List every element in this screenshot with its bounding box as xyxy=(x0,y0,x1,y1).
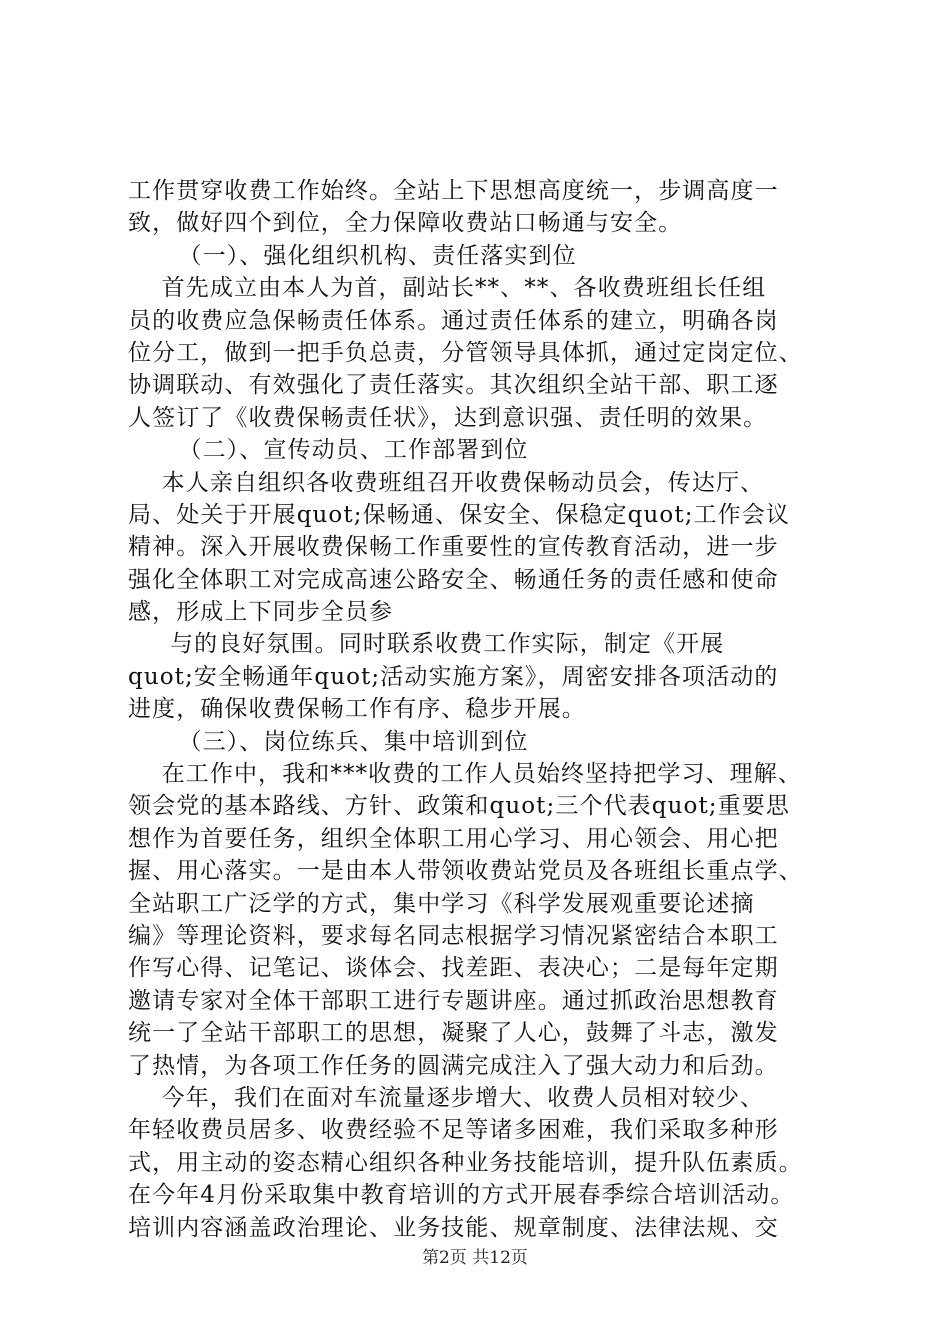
text-line: 协调联动、有效强化了责任落实。其次组织全站干部、职工逐 xyxy=(128,372,779,399)
text-line: quot;安全畅通年quot;活动实施方案》，周密安排各项活动的 xyxy=(128,663,779,690)
text-line: 员的收费应急保畅责任体系。通过责任体系的建立，明确各岗 xyxy=(128,307,779,334)
text-line: （二）、宣传动员、工作部署到位 xyxy=(128,437,529,464)
text-line: 式，用主动的姿态精心组织各种业务技能培训，提升队伍素质。 xyxy=(128,1149,803,1176)
document-body xyxy=(128,175,828,1244)
text-line: 握、用心落实。一是由本人带领收费站党员及各班组长重点学、 xyxy=(128,858,803,885)
text-line: 邀请专家对全体干部职工进行专题讲座。通过抓政治思想教育 xyxy=(128,987,779,1014)
text-line: 统一了全站干部职工的思想，凝聚了人心，鼓舞了斗志，激发 xyxy=(128,1020,779,1047)
text-line: 强化全体职工对完成高速公路安全、畅通任务的责任感和使命 xyxy=(128,566,779,593)
text-line: 本人亲自组织各收费班组召开收费保畅动员会，传达厅、 xyxy=(128,469,765,496)
page-number-footer: 第2页 共12页 xyxy=(422,1248,528,1268)
text-line: 首先成立由本人为首，副站长**、**、各收费班组长任组 xyxy=(128,275,767,302)
text-line: 人签订了《收费保畅责任状》，达到意识强、责任明的效果。 xyxy=(128,404,768,431)
text-line: 全站职工广泛学的方式，集中学习《科学发展观重要论述摘 xyxy=(128,890,755,917)
text-line: 进度，确保收费保畅工作有序、稳步开展。 xyxy=(128,696,586,723)
text-line: 致，做好四个到位，全力保障收费站口畅通与安全。 xyxy=(128,210,683,237)
text-line: 局、处关于开展quot;保畅通、保安全、保稳定quot;工作会议 xyxy=(128,501,790,528)
text-line: 感，形成上下同步全员参 xyxy=(128,599,394,626)
text-line: 作写心得、记笔记、谈体会、找差距、表决心；二是每年定期 xyxy=(128,955,779,982)
text-line: 年轻收费员居多、收费经验不足等诸多困难，我们采取多种形 xyxy=(128,1117,779,1144)
text-line: 了热情，为各项工作任务的圆满完成注入了强大动力和后劲。 xyxy=(128,1052,779,1079)
text-line: 位分工，做到一把手负总责，分管领导具体抓，通过定岗定位、 xyxy=(128,339,803,366)
text-line: 编》等理论资料，要求每名同志根据学习情况紧密结合本职工 xyxy=(128,922,779,949)
text-line: （三）、岗位练兵、集中培训到位 xyxy=(128,728,529,755)
text-line: 想作为首要任务，组织全体职工用心学习、用心领会、用心把 xyxy=(128,825,779,852)
text-line: 精神。深入开展收费保畅工作重要性的宣传教育活动，进一步 xyxy=(128,534,779,561)
text-line: 领会党的基本路线、方针、政策和quot;三个代表quot;重要思 xyxy=(128,793,790,820)
text-line: 在工作中，我和***收费的工作人员始终坚持把学习、理解、 xyxy=(128,761,802,788)
text-line: 与的良好氛围。同时联系收费工作实际，制定《开展 xyxy=(128,631,725,658)
text-line: 今年，我们在面对车流量逐步增大、收费人员相对较少、 xyxy=(128,1084,765,1111)
text-line: 在今年4月份采取集中教育培训的方式开展春季综合培训活动。 xyxy=(128,1182,795,1209)
text-line: （一）、强化组织机构、责任落实到位 xyxy=(128,242,577,269)
text-line: 培训内容涵盖政治理论、业务技能、规章制度、法律法规、交 xyxy=(128,1214,779,1241)
text-line: 工作贯穿收费工作始终。全站上下思想高度统一，步调高度一 xyxy=(128,178,779,204)
